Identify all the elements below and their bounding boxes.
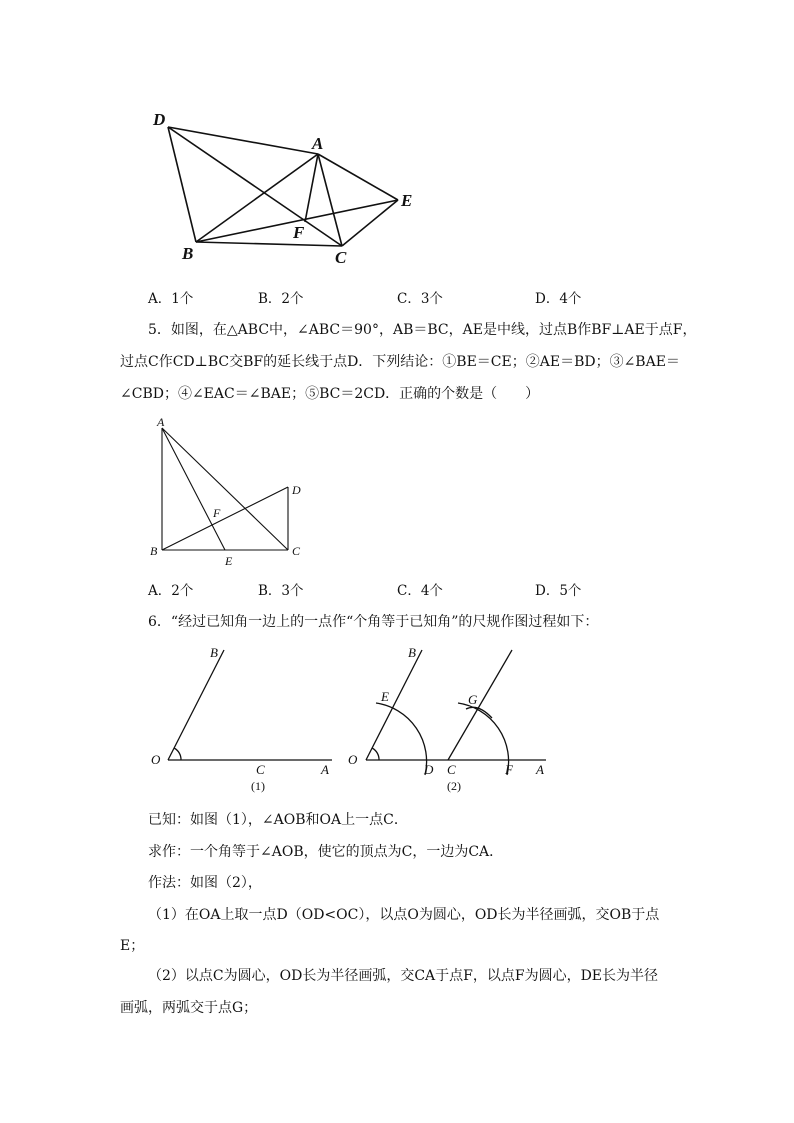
segment-BC [196, 242, 342, 246]
segment-AF [305, 154, 318, 222]
label-F: F [213, 506, 221, 520]
q6-method: 作法：如图（2）， [148, 875, 262, 891]
segment-CE [342, 200, 398, 246]
label-E: E [225, 554, 233, 568]
q4-option-c[interactable]: C．3个 [397, 291, 443, 307]
q6-step2-line-2: 画弧，两弧交于点G； [120, 1000, 258, 1016]
angle-mark-O [372, 748, 379, 760]
figure-q6-2 [343, 640, 553, 800]
segment-DA [168, 127, 318, 154]
q6-known: 已知：如图（1），∠AOB和OA上一点C． [148, 812, 408, 828]
q6-intro: 6．“经过已知角一边上的一点作“个角等于已知角”的尺规作图过程如下： [148, 614, 599, 630]
label-B: B [210, 645, 218, 660]
caption-2: (2) [447, 779, 461, 793]
label-A: A [536, 762, 544, 777]
caption-1: (1) [251, 779, 265, 793]
figure-q4 [140, 100, 440, 275]
figure-q6-1 [145, 640, 345, 800]
ray-CG [448, 650, 512, 760]
q6-step2-line-1: （2）以点C为圆心，OD长为半径画弧，交CA于点F，以点F为圆心，DE长为半径 [148, 968, 659, 984]
segment-DB [168, 127, 196, 242]
q4-option-b[interactable]: B．2个 [258, 291, 304, 307]
label-C: C [256, 762, 265, 777]
label-C: C [292, 544, 301, 558]
angle-mark-O [174, 748, 181, 760]
label-O: O [348, 752, 358, 767]
q5-option-b[interactable]: B．3个 [258, 583, 304, 599]
label-B: B [408, 645, 416, 660]
q5-option-a[interactable]: A．2个 [148, 583, 194, 599]
label-F: F [293, 223, 305, 242]
label-G: G [468, 692, 478, 707]
label-E: E [401, 191, 413, 210]
label-D: D [292, 483, 301, 497]
figure-q5 [145, 412, 315, 572]
label-C: C [447, 762, 456, 777]
label-A: A [157, 415, 165, 429]
label-A: A [321, 762, 329, 777]
segment-AC [162, 428, 288, 550]
q6-step1-line-1: （1）在OA上取一点D（OD<OC），以点O为圆心，OD长为半径画弧，交OB于点 [148, 907, 660, 923]
segment-AE [318, 154, 398, 200]
label-D: D [424, 762, 434, 777]
label-B: B [150, 544, 158, 558]
q6-step1-line-2: E； [120, 938, 145, 954]
label-E: E [381, 689, 389, 704]
ray-OB [168, 650, 224, 760]
arc-FG [458, 703, 509, 775]
q5-line-2: 过点C作CD⊥BC交BF的延长线于点D．下列结论：①BE＝CE；②AE＝BD；③∠BAE＝ [120, 354, 680, 370]
ray-OB [366, 650, 422, 760]
q5-line-1: 5．如图，在△ABC中，∠ABC＝90°，AB＝BC，AE是中线，过点B作BF⊥AE于点F， [148, 322, 697, 338]
arc-DE [376, 703, 427, 775]
label-O: O [151, 752, 161, 767]
q4-option-a[interactable]: A．1个 [148, 291, 194, 307]
label-B: B [182, 244, 194, 263]
label-A: A [312, 134, 324, 153]
segment-BD [162, 487, 288, 550]
segment-AE [162, 428, 225, 550]
q4-option-d[interactable]: D．4个 [535, 291, 582, 307]
label-C: C [335, 248, 347, 267]
label-D: D [153, 110, 166, 129]
q6-find: 求作：一个角等于∠AOB，使它的顶点为C，一边为CA． [148, 844, 504, 860]
q5-line-3: ∠CBD；④∠EAC＝∠BAE；⑤BC＝2CD．正确的个数是（ ） [120, 386, 540, 402]
q5-option-d[interactable]: D．5个 [535, 583, 582, 599]
q5-option-c[interactable]: C．4个 [397, 583, 443, 599]
label-F: F [505, 762, 513, 777]
